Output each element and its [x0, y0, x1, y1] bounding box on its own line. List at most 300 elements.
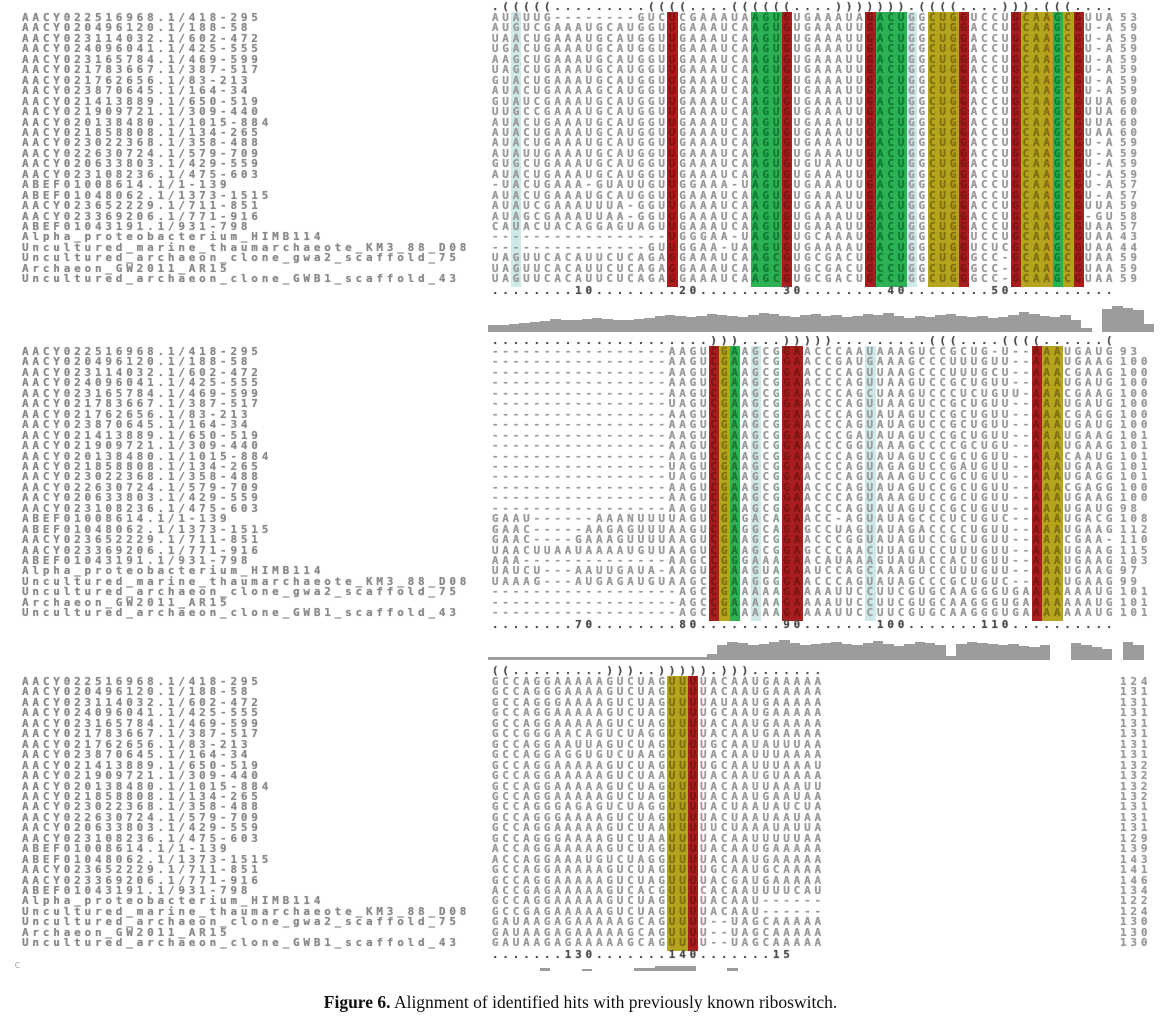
residue-char: G	[1105, 564, 1113, 578]
residue-char: U	[970, 397, 978, 411]
residue-char: G	[762, 94, 770, 108]
residue-char: A	[491, 146, 499, 160]
residue-char: A	[585, 842, 593, 856]
residue-char: -	[523, 240, 530, 254]
residue-char: -	[554, 386, 561, 400]
residue-char: G	[491, 915, 499, 929]
histogram-bar	[738, 317, 748, 332]
residue-char: G	[1053, 52, 1061, 66]
residue-char: G	[668, 272, 676, 286]
residue-char: U	[689, 852, 697, 866]
residue-char: C	[835, 376, 842, 390]
residue-char: G	[1012, 94, 1019, 108]
residue-char: G	[533, 821, 541, 835]
residue-char: U	[1001, 554, 1009, 567]
residue-char: G	[595, 188, 603, 202]
residue-char: U	[668, 904, 676, 918]
residue-char: G	[543, 199, 551, 213]
residue-char: U	[1064, 345, 1071, 358]
residue-char: A	[876, 115, 884, 129]
residue-char: A	[700, 157, 707, 171]
residue-char: -	[554, 564, 561, 578]
histogram-bar	[602, 319, 612, 332]
residue-char: G	[804, 21, 811, 35]
residue-char: A	[564, 178, 572, 192]
residue-char: U	[866, 501, 874, 515]
residue-char: C	[502, 758, 509, 772]
residue-char: -	[1022, 574, 1030, 588]
residue-char: A	[585, 758, 593, 772]
residue-char: U	[856, 178, 863, 192]
residue-char: A	[772, 925, 780, 939]
residue-char: A	[502, 512, 509, 526]
residue-char: A	[845, 501, 853, 515]
residue-char: G	[637, 157, 645, 171]
residue-char: -	[647, 365, 655, 379]
residue-char: A	[554, 863, 561, 877]
histogram-bar	[530, 322, 540, 332]
residue-char: A	[710, 800, 718, 814]
residue-char: A	[512, 574, 520, 588]
residue-char: .	[616, 0, 624, 13]
residue-char: -	[637, 595, 645, 609]
end-position: 59	[1120, 73, 1141, 87]
residue-char: A	[585, 925, 593, 939]
end-position: 100	[1120, 407, 1152, 421]
residue-char: A	[814, 800, 822, 814]
residue-char: G	[762, 84, 770, 98]
residue-char: C	[939, 355, 946, 369]
residue-char: -	[533, 345, 541, 358]
residue-char: -	[502, 376, 509, 390]
residue-char: G	[595, 748, 603, 762]
residue-char: G	[689, 418, 697, 432]
residue-char: U	[1001, 501, 1009, 515]
residue-char: A	[793, 863, 801, 877]
residue-char: G	[949, 428, 957, 442]
residue-char: A	[668, 449, 676, 463]
residue-char: U	[845, 84, 853, 98]
residue-char: U	[939, 11, 946, 24]
residue-char: G	[1012, 167, 1019, 181]
residue-char: G	[606, 789, 613, 803]
residue-char: C	[928, 31, 936, 45]
residue-char: .	[1043, 334, 1051, 347]
residue-char: C	[627, 894, 634, 908]
residue-char: C	[710, 533, 718, 547]
residue-char: A	[783, 810, 790, 824]
residue-char: -	[1022, 397, 1030, 411]
residue-char: A	[793, 769, 801, 783]
residue-char: A	[564, 115, 572, 129]
residue-char: G	[1074, 115, 1082, 129]
residue-char: A	[772, 936, 780, 950]
residue-char: G	[689, 240, 697, 254]
residue-char: -	[1012, 480, 1019, 494]
residue-char: U	[814, 758, 822, 772]
histogram-bar	[925, 317, 935, 332]
residue-char: C	[939, 512, 946, 526]
residue-char: A	[512, 188, 520, 202]
residue-char: 3	[783, 284, 790, 297]
residue-char: C	[720, 675, 728, 688]
residue-char: A	[575, 936, 582, 950]
residue-char: U	[793, 230, 801, 244]
residue-char: G	[533, 748, 541, 762]
residue-char: .	[627, 284, 634, 297]
residue-char: -	[491, 470, 499, 484]
residue-char: A	[1033, 522, 1040, 536]
residue-char: U	[1064, 564, 1071, 578]
residue-char: C	[814, 230, 822, 244]
residue-char: G	[762, 852, 770, 866]
residue-char: G	[1074, 533, 1082, 547]
residue-char: A	[876, 240, 884, 254]
end-position: 57	[1120, 220, 1141, 233]
residue-char: A	[679, 439, 686, 453]
residue-char: G	[606, 884, 613, 897]
residue-char: -	[512, 606, 520, 620]
residue-char: U	[491, 105, 499, 119]
residue-char: U	[866, 480, 874, 494]
residue-char: C	[980, 42, 988, 56]
residue-char: -	[1095, 136, 1103, 150]
residue-char: U	[752, 863, 759, 877]
sequence-chars	[490, 608, 1114, 619]
residue-char: A	[512, 11, 520, 24]
sequence-name: AACY021783667.1/387-517	[22, 63, 262, 77]
sequence-name: AACY023022368.1/358-488	[22, 136, 262, 150]
residue-char: U	[668, 779, 676, 793]
residue-char: G	[772, 345, 780, 358]
residue-char: A	[554, 852, 561, 866]
residue-char: A	[647, 925, 655, 939]
residue-char: G	[1053, 31, 1061, 45]
residue-char: A	[1105, 73, 1113, 87]
residue-char: A	[658, 831, 666, 845]
residue-char: C	[928, 42, 936, 56]
residue-char: C	[835, 418, 842, 432]
sequence-name: Uncultured_marine_thaumarchaeote_KM3_88_D08	[22, 574, 471, 588]
residue-char: A	[575, 167, 582, 181]
residue-char: A	[835, 84, 842, 98]
residue-char: .	[647, 664, 655, 677]
residue-char: G	[918, 209, 926, 223]
sequence-chars	[490, 459, 1114, 473]
histogram-bar	[998, 645, 1008, 660]
end-position: 124	[1120, 675, 1152, 688]
residue-char: A	[731, 397, 738, 411]
residue-char: A	[647, 564, 655, 578]
residue-char: C	[824, 491, 832, 505]
residue-char: -	[512, 449, 520, 463]
residue-char: U	[939, 125, 946, 139]
residue-char: A	[606, 574, 613, 588]
residue-char: C	[824, 397, 832, 411]
residue-char: C	[523, 52, 530, 66]
residue-char: A	[1043, 449, 1051, 463]
histogram-bar	[883, 313, 893, 332]
residue-char: A	[897, 386, 905, 400]
histogram-bar	[519, 323, 529, 332]
residue-char: -	[637, 240, 645, 254]
residue-char: U	[741, 178, 749, 192]
residue-char: -	[543, 439, 551, 453]
residue-char: U	[970, 230, 978, 244]
residue-char: G	[647, 574, 655, 588]
residue-char: C	[762, 449, 770, 463]
residue-char: A	[897, 459, 905, 473]
residue-char: U	[970, 543, 978, 557]
residue-char: U	[1001, 376, 1009, 390]
residue-char: U	[668, 727, 676, 741]
residue-char: U	[700, 675, 707, 688]
residue-char: A	[772, 695, 780, 709]
residue-char: A	[1043, 11, 1051, 24]
residue-char: A	[1043, 355, 1051, 369]
residue-char: U	[793, 157, 801, 171]
residue-char: U	[918, 428, 926, 442]
residue-char: C	[835, 439, 842, 453]
histogram-bar	[1081, 645, 1091, 660]
residue-char: G	[918, 251, 926, 265]
residue-char: -	[720, 915, 728, 929]
residue-char: C	[824, 533, 832, 547]
residue-char: G	[595, 852, 603, 866]
residue-char: -	[543, 554, 551, 567]
residue-char: G	[491, 727, 499, 741]
residue-char: G	[658, 915, 666, 929]
residue-char: G	[960, 105, 967, 119]
end-position: 100	[1120, 480, 1152, 494]
residue-char: -	[585, 345, 593, 358]
residue-char: -	[647, 554, 655, 567]
residue-char: U	[856, 125, 863, 139]
residue-char: U	[627, 84, 634, 98]
residue-char: (	[762, 0, 770, 13]
residue-char: G	[783, 386, 790, 400]
residue-char: A	[595, 821, 603, 835]
residue-char: A	[710, 157, 718, 171]
residue-char: -	[814, 894, 822, 908]
residue-char: -	[627, 230, 634, 244]
residue-char: G	[762, 188, 770, 202]
residue-char: A	[772, 512, 780, 526]
residue-char: G	[647, 251, 655, 265]
residue-char: A	[835, 230, 842, 244]
residue-char: G	[595, 105, 603, 119]
residue-char: G	[908, 606, 915, 620]
residue-char: A	[783, 758, 790, 772]
residue-char: C	[606, 188, 613, 202]
residue-char: A	[1043, 94, 1051, 108]
residue-char: -	[627, 491, 634, 505]
residue-char: C	[762, 915, 770, 929]
residue-char: A	[1033, 543, 1040, 557]
residue-char: -	[1022, 543, 1030, 557]
residue-char: C	[658, 11, 666, 24]
residue-char: U	[918, 397, 926, 411]
residue-char: -	[637, 585, 645, 599]
residue-char: -	[606, 428, 613, 442]
residue-char: U	[1085, 199, 1092, 213]
residue-char: )	[845, 0, 853, 13]
residue-char: A	[700, 220, 707, 233]
residue-char: G	[949, 105, 957, 119]
residue-char: G	[866, 42, 874, 56]
residue-char: .	[668, 618, 676, 631]
residue-char: C	[980, 105, 988, 119]
residue-char: C	[762, 501, 770, 515]
residue-char: G	[637, 21, 645, 35]
residue-char: U	[689, 695, 697, 709]
sequence-chars	[490, 44, 1114, 55]
residue-char: U	[679, 863, 686, 877]
residue-char: U	[793, 63, 801, 77]
residue-char: A	[804, 470, 811, 484]
residue-char: G	[866, 240, 874, 254]
residue-char: U	[918, 585, 926, 599]
residue-char: A	[741, 904, 749, 918]
residue-char: G	[762, 230, 770, 244]
residue-char: G	[637, 115, 645, 129]
residue-char: U	[772, 136, 780, 150]
residue-char: -	[658, 554, 666, 567]
residue-char: A	[523, 675, 530, 688]
residue-char: .	[752, 618, 759, 631]
residue-char: G	[1074, 470, 1082, 484]
residue-char: C	[939, 554, 946, 567]
residue-char: C	[772, 863, 780, 877]
residue-char: C	[876, 272, 884, 286]
residue-char: U	[679, 894, 686, 908]
residue-char: A	[824, 167, 832, 181]
residue-char: C	[502, 685, 509, 699]
residue-char: A	[762, 821, 770, 835]
residue-char: U	[845, 31, 853, 45]
residue-char: C	[887, 105, 894, 119]
residue-char: A	[1043, 564, 1051, 578]
residue-char: G	[1105, 449, 1113, 463]
residue-char: )	[710, 334, 718, 347]
residue-char: C	[523, 84, 530, 98]
residue-char: A	[689, 136, 697, 150]
residue-char: G	[575, 748, 582, 762]
residue-char: A	[512, 42, 520, 56]
residue-char: G	[980, 595, 988, 609]
residue-char: U	[627, 52, 634, 66]
sequence-chars	[490, 493, 1114, 504]
residue-char: A	[741, 533, 749, 547]
histogram-bar	[665, 315, 675, 332]
residue-char: U	[939, 209, 946, 223]
residue-char: A	[491, 852, 499, 866]
residue-char: .	[533, 334, 541, 347]
residue-char: G	[762, 167, 770, 181]
residue-char: A	[700, 31, 707, 45]
residue-char: A	[824, 125, 832, 139]
residue-char: C	[720, 716, 728, 730]
residue-char: U	[1085, 157, 1092, 171]
residue-char: -	[502, 606, 509, 620]
residue-char: G	[804, 251, 811, 265]
residue-char: G	[949, 157, 957, 171]
residue-char: -	[658, 428, 666, 442]
residue-char: -	[543, 365, 551, 379]
residue-char: A	[814, 769, 822, 783]
residue-char: A	[710, 84, 718, 98]
residue-char: A	[679, 480, 686, 494]
residue-char: U	[991, 376, 999, 390]
residue-char: A	[793, 564, 801, 578]
residue-char: C	[606, 52, 613, 66]
residue-char: .	[762, 618, 770, 631]
residue-char: A	[1043, 146, 1051, 160]
residue-char: G	[689, 459, 697, 473]
residue-char: U	[606, 727, 613, 741]
residue-char: .	[835, 334, 842, 347]
residue-char: C	[835, 407, 842, 421]
residue-char: A	[1033, 595, 1040, 609]
residue-char: A	[783, 915, 790, 929]
residue-char: C	[762, 355, 770, 369]
residue-char: C	[1064, 533, 1071, 547]
residue-char: U	[627, 167, 634, 181]
residue-char: U	[897, 115, 905, 129]
residue-char: -	[1095, 157, 1103, 171]
residue-char: 1	[980, 618, 988, 631]
residue-char: G	[595, 574, 603, 588]
residue-char: A	[502, 522, 509, 536]
residue-char: A	[1105, 178, 1113, 192]
residue-char: C	[960, 376, 967, 390]
histogram-bar	[946, 656, 956, 660]
residue-char: C	[512, 758, 520, 772]
residue-char: G	[960, 115, 967, 129]
residue-char: G	[1105, 585, 1113, 599]
residue-char: -	[627, 355, 634, 369]
residue-char: A	[835, 209, 842, 223]
residue-char: G	[720, 554, 728, 567]
residue-char: U	[793, 209, 801, 223]
residue-char: -	[616, 355, 624, 369]
histogram-bar	[759, 313, 769, 332]
residue-char: G	[1074, 105, 1082, 119]
residue-char: C	[928, 199, 936, 213]
residue-char: A	[564, 675, 572, 688]
residue-char: U	[772, 157, 780, 171]
residue-char: .	[679, 334, 686, 347]
residue-char: G	[908, 105, 915, 119]
residue-char: G	[658, 737, 666, 751]
residue-char: G	[1012, 157, 1019, 171]
residue-char: A	[616, 188, 624, 202]
residue-char: .	[595, 618, 603, 631]
histogram-bar	[509, 324, 519, 332]
residue-char: .	[772, 334, 780, 347]
residue-char: A	[970, 220, 978, 233]
residue-char: A	[637, 251, 645, 265]
residue-char: G	[949, 125, 957, 139]
residue-char: U	[897, 125, 905, 139]
residue-char: A	[814, 240, 822, 254]
residue-char: U	[647, 543, 655, 557]
residue-char: G	[918, 105, 926, 119]
residue-char: G	[856, 480, 863, 494]
residue-char: U	[502, 105, 509, 119]
residue-char: G	[1095, 470, 1103, 484]
residue-char: U	[668, 42, 676, 56]
